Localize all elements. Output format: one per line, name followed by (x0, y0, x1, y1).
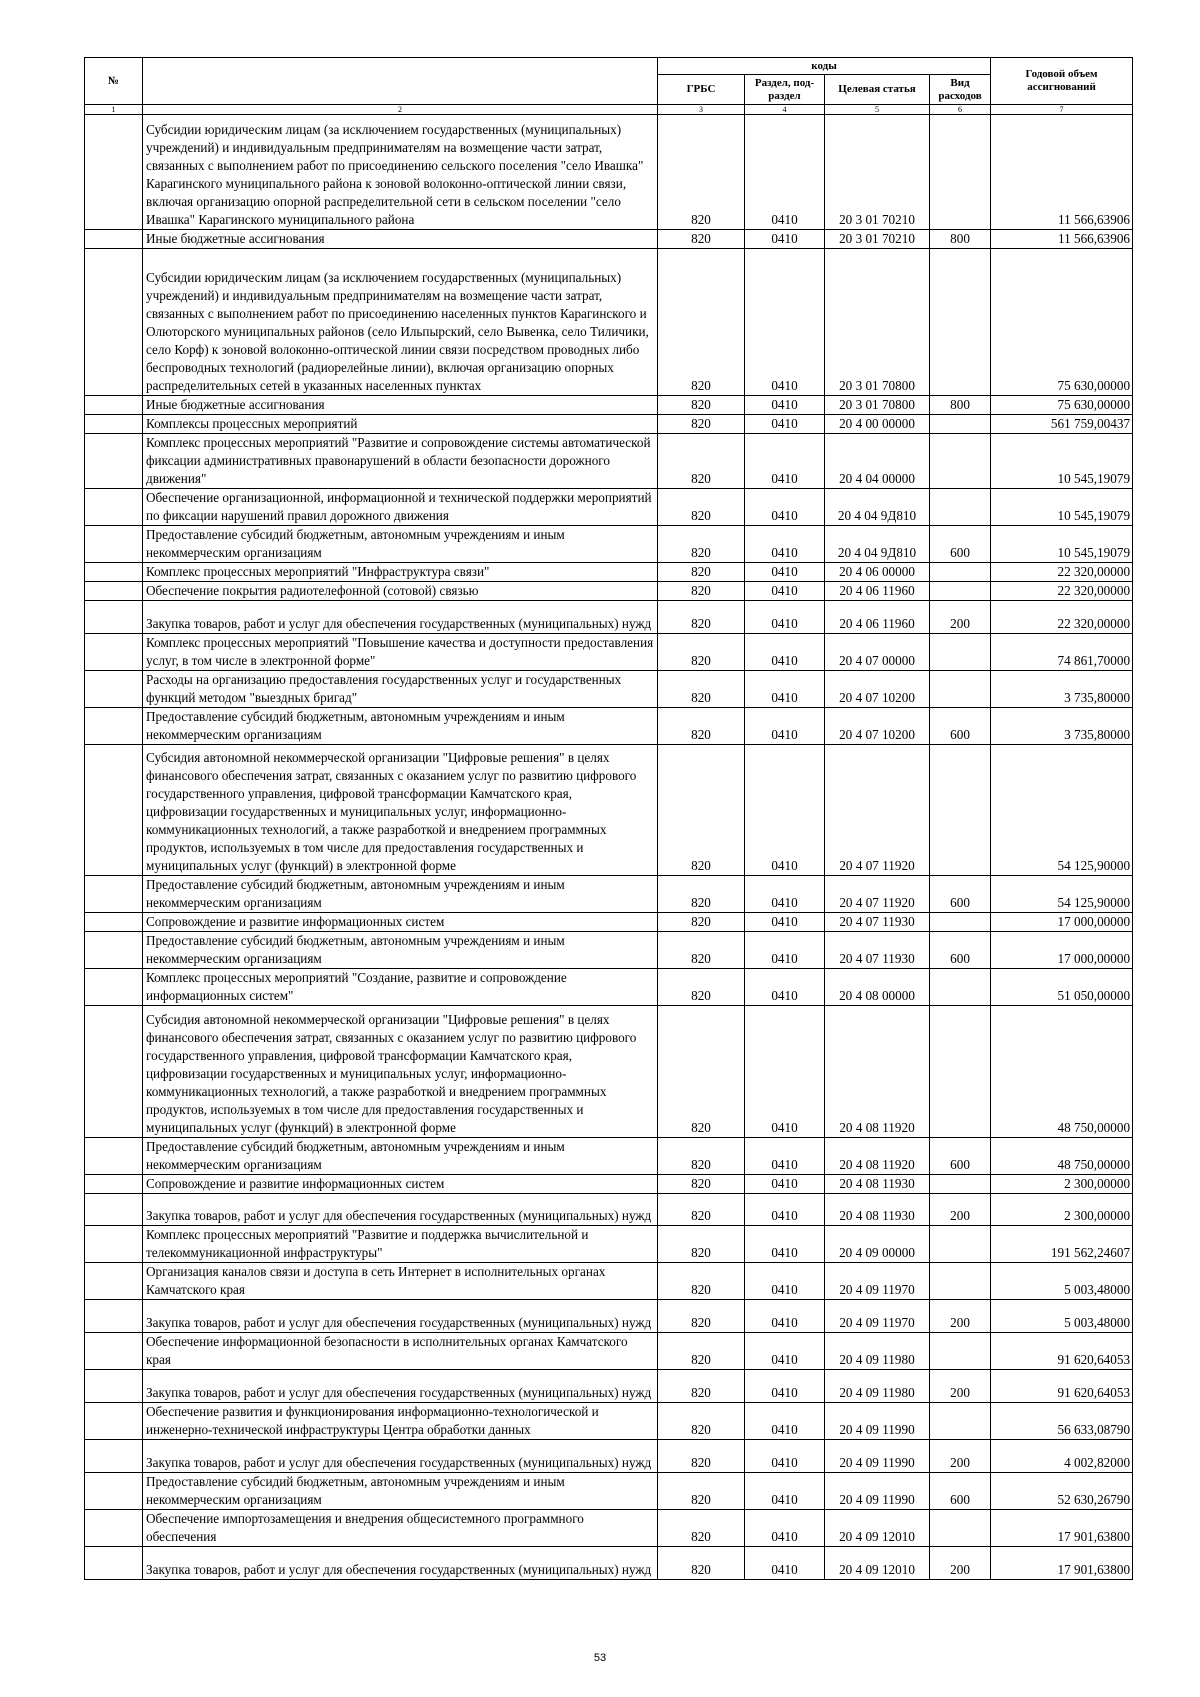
row-amount: 91 620,64053 (991, 1370, 1133, 1403)
row-razdel: 0410 (745, 1006, 825, 1137)
row-number-cell (85, 115, 143, 230)
row-target-article: 20 4 04 9Д810 (825, 526, 930, 563)
column-number: 2 (143, 105, 658, 115)
row-razdel: 0410 (745, 415, 825, 434)
row-name: Субсидии юридическим лицам (за исключением государственных (муниципальных) учреждений) и индивидуальным предпринимателям на возмещение части затрат, связанных с выполнением работ по присоединению сельского поселения "село Ивашка" Карагинского муниципального района к зоновой волоконно-оптической линии связи, включая организацию опорной распределительной сети в сельском поселении "село Ивашка" Карагинского муниципального района (143, 115, 658, 230)
row-expense-type (930, 582, 991, 601)
row-number-cell (85, 415, 143, 434)
row-razdel: 0410 (745, 876, 825, 913)
row-razdel: 0410 (745, 969, 825, 1006)
table-body (85, 115, 1133, 1580)
row-grbs: 820 (658, 876, 745, 913)
row-razdel: 0410 (745, 1509, 825, 1546)
row-razdel: 0410 (745, 708, 825, 745)
row-target-article: 20 4 07 00000 (825, 634, 930, 671)
table-row (85, 1546, 1133, 1579)
row-number-cell (85, 582, 143, 601)
row-target-article: 20 4 08 11930 (825, 1193, 930, 1226)
column-number-row (85, 105, 1133, 115)
row-expense-type (930, 1509, 991, 1546)
row-name: Иные бюджетные ассигнования (143, 396, 658, 415)
table-row (85, 229, 1133, 248)
column-number: 3 (658, 105, 745, 115)
row-amount: 75 630,00000 (991, 248, 1133, 396)
row-expense-type (930, 563, 991, 582)
row-grbs: 820 (658, 489, 745, 526)
table-row (85, 745, 1133, 876)
row-number-cell (85, 396, 143, 415)
row-amount: 5 003,48000 (991, 1300, 1133, 1333)
row-expense-type (930, 248, 991, 396)
row-expense-type (930, 671, 991, 708)
row-razdel: 0410 (745, 671, 825, 708)
row-name: Предоставление субсидий бюджетным, автономным учреждениям и иным некоммерческим организациям (143, 932, 658, 969)
budget-table-page (84, 57, 1132, 1580)
row-amount: 54 125,90000 (991, 876, 1133, 913)
row-expense-type (930, 1402, 991, 1439)
row-expense-type: 600 (930, 526, 991, 563)
row-target-article: 20 3 01 70800 (825, 248, 930, 396)
row-amount: 191 562,24607 (991, 1226, 1133, 1263)
table-row (85, 1193, 1133, 1226)
row-grbs: 820 (658, 1263, 745, 1300)
row-name: Закупка товаров, работ и услуг для обеспечения государственных (муниципальных) нужд (143, 1439, 658, 1472)
row-name: Комплекс процессных мероприятий "Развитие и поддержка вычислительной и телекоммуникационной инфраструктуры" (143, 1226, 658, 1263)
row-number-cell (85, 932, 143, 969)
row-number-cell (85, 229, 143, 248)
row-expense-type: 200 (930, 1370, 991, 1403)
header-vid: Вид расходов (930, 75, 991, 105)
row-grbs: 820 (658, 1439, 745, 1472)
row-grbs: 820 (658, 708, 745, 745)
row-razdel: 0410 (745, 1370, 825, 1403)
table-row (85, 1472, 1133, 1509)
row-name: Комплекс процессных мероприятий "Создание, развитие и сопровождение информационных систем" (143, 969, 658, 1006)
header-target: Целевая статья (825, 75, 930, 105)
row-target-article: 20 3 01 70210 (825, 229, 930, 248)
row-amount: 4 002,82000 (991, 1439, 1133, 1472)
row-amount: 2 300,00000 (991, 1174, 1133, 1193)
row-target-article: 20 4 09 11970 (825, 1300, 930, 1333)
row-expense-type: 200 (930, 1300, 991, 1333)
row-expense-type: 600 (930, 1137, 991, 1174)
row-razdel: 0410 (745, 582, 825, 601)
row-target-article: 20 4 00 00000 (825, 415, 930, 434)
table-row (85, 415, 1133, 434)
row-name: Предоставление субсидий бюджетным, автономным учреждениям и иным некоммерческим организациям (143, 708, 658, 745)
row-grbs: 820 (658, 634, 745, 671)
row-expense-type (930, 969, 991, 1006)
table-row (85, 671, 1133, 708)
table-row (85, 1370, 1133, 1403)
row-name: Комплекс процессных мероприятий "Инфраструктура связи" (143, 563, 658, 582)
row-razdel: 0410 (745, 1546, 825, 1579)
row-razdel: 0410 (745, 745, 825, 876)
row-target-article: 20 4 08 11920 (825, 1137, 930, 1174)
row-amount: 10 545,19079 (991, 489, 1133, 526)
row-target-article: 20 3 01 70800 (825, 396, 930, 415)
row-target-article: 20 4 09 11980 (825, 1333, 930, 1370)
row-name: Предоставление субсидий бюджетным, автономным учреждениям и иным некоммерческим организациям (143, 1137, 658, 1174)
header-amount: Годовой объем ассигнований (991, 58, 1133, 105)
table-row (85, 1137, 1133, 1174)
header-name (143, 58, 658, 105)
row-number-cell (85, 1226, 143, 1263)
row-razdel: 0410 (745, 489, 825, 526)
row-grbs: 820 (658, 1174, 745, 1193)
row-grbs: 820 (658, 913, 745, 932)
row-name: Иные бюджетные ассигнования (143, 229, 658, 248)
row-amount: 17 000,00000 (991, 913, 1133, 932)
header-number: № (85, 58, 143, 105)
table-row (85, 563, 1133, 582)
row-razdel: 0410 (745, 1226, 825, 1263)
row-number-cell (85, 1263, 143, 1300)
row-name: Обеспечение покрытия радиотелефонной (сотовой) связью (143, 582, 658, 601)
table-row (85, 913, 1133, 932)
row-grbs: 820 (658, 1137, 745, 1174)
row-number-cell (85, 1402, 143, 1439)
row-name: Предоставление субсидий бюджетным, автономным учреждениям и иным некоммерческим организациям (143, 1472, 658, 1509)
row-amount: 22 320,00000 (991, 601, 1133, 634)
row-expense-type: 600 (930, 1472, 991, 1509)
header-grbs: ГРБС (658, 75, 745, 105)
table-row (85, 1006, 1133, 1137)
row-expense-type: 600 (930, 932, 991, 969)
row-number-cell (85, 434, 143, 489)
page-number: 53 (593, 1652, 607, 1664)
row-name: Обеспечение импортозамещения и внедрения общесистемного программного обеспечения (143, 1509, 658, 1546)
row-name: Комплекс процессных мероприятий "Развитие и сопровождение системы автоматической фиксации административных правонарушений в области безопасности дорожного движения" (143, 434, 658, 489)
row-expense-type (930, 489, 991, 526)
row-amount: 2 300,00000 (991, 1193, 1133, 1226)
row-grbs: 820 (658, 229, 745, 248)
row-expense-type (930, 1333, 991, 1370)
row-target-article: 20 4 08 11930 (825, 1174, 930, 1193)
row-expense-type (930, 634, 991, 671)
row-amount: 22 320,00000 (991, 582, 1133, 601)
row-target-article: 20 4 07 11930 (825, 932, 930, 969)
row-number-cell (85, 526, 143, 563)
row-amount: 11 566,63906 (991, 115, 1133, 230)
table-row (85, 526, 1133, 563)
row-razdel: 0410 (745, 601, 825, 634)
row-expense-type (930, 1226, 991, 1263)
row-razdel: 0410 (745, 1439, 825, 1472)
row-amount: 52 630,26790 (991, 1472, 1133, 1509)
row-razdel: 0410 (745, 1137, 825, 1174)
table-row (85, 1300, 1133, 1333)
row-target-article: 20 4 07 11920 (825, 745, 930, 876)
row-amount: 561 759,00437 (991, 415, 1133, 434)
row-amount: 10 545,19079 (991, 434, 1133, 489)
row-grbs: 820 (658, 1300, 745, 1333)
row-amount: 91 620,64053 (991, 1333, 1133, 1370)
row-target-article: 20 4 09 11990 (825, 1472, 930, 1509)
row-name: Обеспечение организационной, информационной и технической поддержки мероприятий по фиксации нарушений правил дорожного движения (143, 489, 658, 526)
row-amount: 48 750,00000 (991, 1137, 1133, 1174)
row-name: Сопровождение и развитие информационных систем (143, 1174, 658, 1193)
row-grbs: 820 (658, 1006, 745, 1137)
column-number: 6 (930, 105, 991, 115)
row-grbs: 820 (658, 601, 745, 634)
row-amount: 3 735,80000 (991, 671, 1133, 708)
row-expense-type (930, 115, 991, 230)
row-target-article: 20 4 09 11970 (825, 1263, 930, 1300)
row-grbs: 820 (658, 415, 745, 434)
row-target-article: 20 4 06 00000 (825, 563, 930, 582)
row-grbs: 820 (658, 1546, 745, 1579)
table-row (85, 248, 1133, 396)
row-name: Закупка товаров, работ и услуг для обеспечения государственных (муниципальных) нужд (143, 601, 658, 634)
row-expense-type (930, 1006, 991, 1137)
row-razdel: 0410 (745, 115, 825, 230)
row-amount: 74 861,70000 (991, 634, 1133, 671)
row-expense-type (930, 415, 991, 434)
row-amount: 11 566,63906 (991, 229, 1133, 248)
row-number-cell (85, 634, 143, 671)
row-grbs: 820 (658, 969, 745, 1006)
row-razdel: 0410 (745, 434, 825, 489)
table-row (85, 396, 1133, 415)
table-row (85, 1226, 1133, 1263)
row-target-article: 20 4 08 00000 (825, 969, 930, 1006)
row-amount: 10 545,19079 (991, 526, 1133, 563)
header-codes: коды (658, 58, 991, 75)
row-amount: 3 735,80000 (991, 708, 1133, 745)
row-expense-type: 200 (930, 1546, 991, 1579)
row-razdel: 0410 (745, 1333, 825, 1370)
row-razdel: 0410 (745, 1402, 825, 1439)
table-row (85, 115, 1133, 230)
header-razdel: Раздел, под-раздел (745, 75, 825, 105)
row-target-article: 20 4 07 11930 (825, 913, 930, 932)
table-header (85, 58, 1133, 115)
table-row (85, 932, 1133, 969)
column-number: 1 (85, 105, 143, 115)
row-number-cell (85, 1439, 143, 1472)
row-grbs: 820 (658, 248, 745, 396)
row-number-cell (85, 1137, 143, 1174)
row-amount: 22 320,00000 (991, 563, 1133, 582)
row-grbs: 820 (658, 1509, 745, 1546)
row-razdel: 0410 (745, 913, 825, 932)
row-expense-type: 600 (930, 876, 991, 913)
row-number-cell (85, 745, 143, 876)
row-amount: 56 633,08790 (991, 1402, 1133, 1439)
table-row (85, 969, 1133, 1006)
row-grbs: 820 (658, 671, 745, 708)
row-expense-type (930, 1263, 991, 1300)
row-number-cell (85, 1509, 143, 1546)
row-number-cell (85, 601, 143, 634)
row-name: Закупка товаров, работ и услуг для обеспечения государственных (муниципальных) нужд (143, 1370, 658, 1403)
table-row (85, 1402, 1133, 1439)
row-expense-type: 200 (930, 601, 991, 634)
budget-table (84, 57, 1133, 1580)
row-name: Обеспечение развития и функционирования информационно-технологической и инженерно-технической инфраструктуры Центра обработки данных (143, 1402, 658, 1439)
row-number-cell (85, 913, 143, 932)
row-target-article: 20 4 07 10200 (825, 708, 930, 745)
row-grbs: 820 (658, 1472, 745, 1509)
row-name: Закупка товаров, работ и услуг для обеспечения государственных (муниципальных) нужд (143, 1193, 658, 1226)
row-amount: 54 125,90000 (991, 745, 1133, 876)
row-target-article: 20 4 07 11920 (825, 876, 930, 913)
row-razdel: 0410 (745, 1193, 825, 1226)
table-row (85, 1439, 1133, 1472)
row-grbs: 820 (658, 434, 745, 489)
row-razdel: 0410 (745, 634, 825, 671)
row-expense-type: 600 (930, 708, 991, 745)
row-target-article: 20 4 09 12010 (825, 1509, 930, 1546)
row-expense-type: 200 (930, 1193, 991, 1226)
table-row (85, 708, 1133, 745)
row-name: Сопровождение и развитие информационных систем (143, 913, 658, 932)
row-name: Расходы на организацию предоставления государственных услуг и государственных функций методом "выездных бригад" (143, 671, 658, 708)
row-number-cell (85, 248, 143, 396)
row-grbs: 820 (658, 1370, 745, 1403)
row-name: Субсидии юридическим лицам (за исключением государственных (муниципальных) учреждений) и индивидуальным предпринимателям на возмещение части затрат, связанных с выполнением работ по присоединению населенных пунктов Карагинского и Олюторского муниципальных районов (село Ильпырский, село Вывенка, село Тиличики, село Корф) к зоновой волоконно-оптической линии связи посредством проводных либо беспроводных технологий (радиорелейные линии), включая организацию опорных распределительных сетей в указанных населенных пунктах (143, 248, 658, 396)
row-number-cell (85, 876, 143, 913)
row-razdel: 0410 (745, 1263, 825, 1300)
table-row (85, 1333, 1133, 1370)
row-expense-type: 200 (930, 1439, 991, 1472)
row-grbs: 820 (658, 115, 745, 230)
row-razdel: 0410 (745, 1174, 825, 1193)
row-grbs: 820 (658, 1402, 745, 1439)
row-grbs: 820 (658, 563, 745, 582)
row-grbs: 820 (658, 1226, 745, 1263)
row-name: Комплексы процессных мероприятий (143, 415, 658, 434)
row-number-cell (85, 1300, 143, 1333)
row-name: Предоставление субсидий бюджетным, автономным учреждениям и иным некоммерческим организациям (143, 526, 658, 563)
row-amount: 48 750,00000 (991, 1006, 1133, 1137)
row-name: Организация каналов связи и доступа в сеть Интернет в исполнительных органах Камчатского края (143, 1263, 658, 1300)
row-name: Обеспечение информационной безопасности в исполнительных органах Камчатского края (143, 1333, 658, 1370)
table-row (85, 634, 1133, 671)
row-target-article: 20 4 08 11920 (825, 1006, 930, 1137)
row-name: Закупка товаров, работ и услуг для обеспечения государственных (муниципальных) нужд (143, 1546, 658, 1579)
row-name: Комплекс процессных мероприятий "Повышение качества и доступности предоставления услуг, в том числе в электронной форме" (143, 634, 658, 671)
row-number-cell (85, 1370, 143, 1403)
row-razdel: 0410 (745, 526, 825, 563)
table-row (85, 1174, 1133, 1193)
row-expense-type: 800 (930, 229, 991, 248)
column-number: 5 (825, 105, 930, 115)
row-number-cell (85, 1333, 143, 1370)
row-amount: 5 003,48000 (991, 1263, 1133, 1300)
row-amount: 17 000,00000 (991, 932, 1133, 969)
row-target-article: 20 4 09 11990 (825, 1402, 930, 1439)
row-number-cell (85, 563, 143, 582)
row-expense-type (930, 1174, 991, 1193)
row-razdel: 0410 (745, 1472, 825, 1509)
row-expense-type (930, 913, 991, 932)
row-number-cell (85, 969, 143, 1006)
row-amount: 17 901,63800 (991, 1509, 1133, 1546)
row-target-article: 20 3 01 70210 (825, 115, 930, 230)
table-row (85, 489, 1133, 526)
row-razdel: 0410 (745, 932, 825, 969)
row-target-article: 20 4 04 00000 (825, 434, 930, 489)
row-name: Субсидия автономной некоммерческой организации "Цифровые решения" в целях финансового обеспечения затрат, связанных с оказанием услуг по развитию цифрового государственного управления, цифровой трансформации Камчатского края, цифровизации государственных и муниципальных услуг, информационно-коммуникационных технологий, а также разработкой и внедрением программных продуктов, используемых в том числе для предоставления государственных и муниципальных услуг (функций) в электронной форме (143, 745, 658, 876)
row-target-article: 20 4 04 9Д810 (825, 489, 930, 526)
row-grbs: 820 (658, 932, 745, 969)
row-number-cell (85, 1546, 143, 1579)
row-grbs: 820 (658, 1333, 745, 1370)
table-row (85, 582, 1133, 601)
row-amount: 17 901,63800 (991, 1546, 1133, 1579)
row-number-cell (85, 708, 143, 745)
row-expense-type (930, 434, 991, 489)
row-name: Субсидия автономной некоммерческой организации "Цифровые решения" в целях финансового обеспечения затрат, связанных с оказанием услуг по развитию цифрового государственного управления, цифровой трансформации Камчатского края, цифровизации государственных и муниципальных услуг, информационно-коммуникационных технологий, а также разработкой и внедрением программных продуктов, используемых в том числе для предоставления государственных и муниципальных услуг (функций) в электронной форме (143, 1006, 658, 1137)
table-row (85, 1263, 1133, 1300)
row-target-article: 20 4 06 11960 (825, 582, 930, 601)
row-target-article: 20 4 09 12010 (825, 1546, 930, 1579)
row-grbs: 820 (658, 1193, 745, 1226)
row-name: Закупка товаров, работ и услуг для обеспечения государственных (муниципальных) нужд (143, 1300, 658, 1333)
row-number-cell (85, 489, 143, 526)
row-grbs: 820 (658, 745, 745, 876)
row-razdel: 0410 (745, 229, 825, 248)
row-target-article: 20 4 09 11980 (825, 1370, 930, 1403)
row-target-article: 20 4 06 11960 (825, 601, 930, 634)
row-razdel: 0410 (745, 248, 825, 396)
row-target-article: 20 4 07 10200 (825, 671, 930, 708)
row-razdel: 0410 (745, 1300, 825, 1333)
row-grbs: 820 (658, 396, 745, 415)
row-number-cell (85, 1006, 143, 1137)
row-expense-type: 800 (930, 396, 991, 415)
table-row (85, 1509, 1133, 1546)
column-number: 4 (745, 105, 825, 115)
row-grbs: 820 (658, 526, 745, 563)
row-expense-type (930, 745, 991, 876)
row-number-cell (85, 1174, 143, 1193)
row-target-article: 20 4 09 00000 (825, 1226, 930, 1263)
row-name: Предоставление субсидий бюджетным, автономным учреждениям и иным некоммерческим организациям (143, 876, 658, 913)
row-number-cell (85, 1193, 143, 1226)
row-amount: 75 630,00000 (991, 396, 1133, 415)
row-razdel: 0410 (745, 396, 825, 415)
column-number: 7 (991, 105, 1133, 115)
table-row (85, 876, 1133, 913)
row-target-article: 20 4 09 11990 (825, 1439, 930, 1472)
row-razdel: 0410 (745, 563, 825, 582)
row-grbs: 820 (658, 582, 745, 601)
table-row (85, 601, 1133, 634)
table-row (85, 434, 1133, 489)
row-number-cell (85, 1472, 143, 1509)
row-amount: 51 050,00000 (991, 969, 1133, 1006)
row-number-cell (85, 671, 143, 708)
